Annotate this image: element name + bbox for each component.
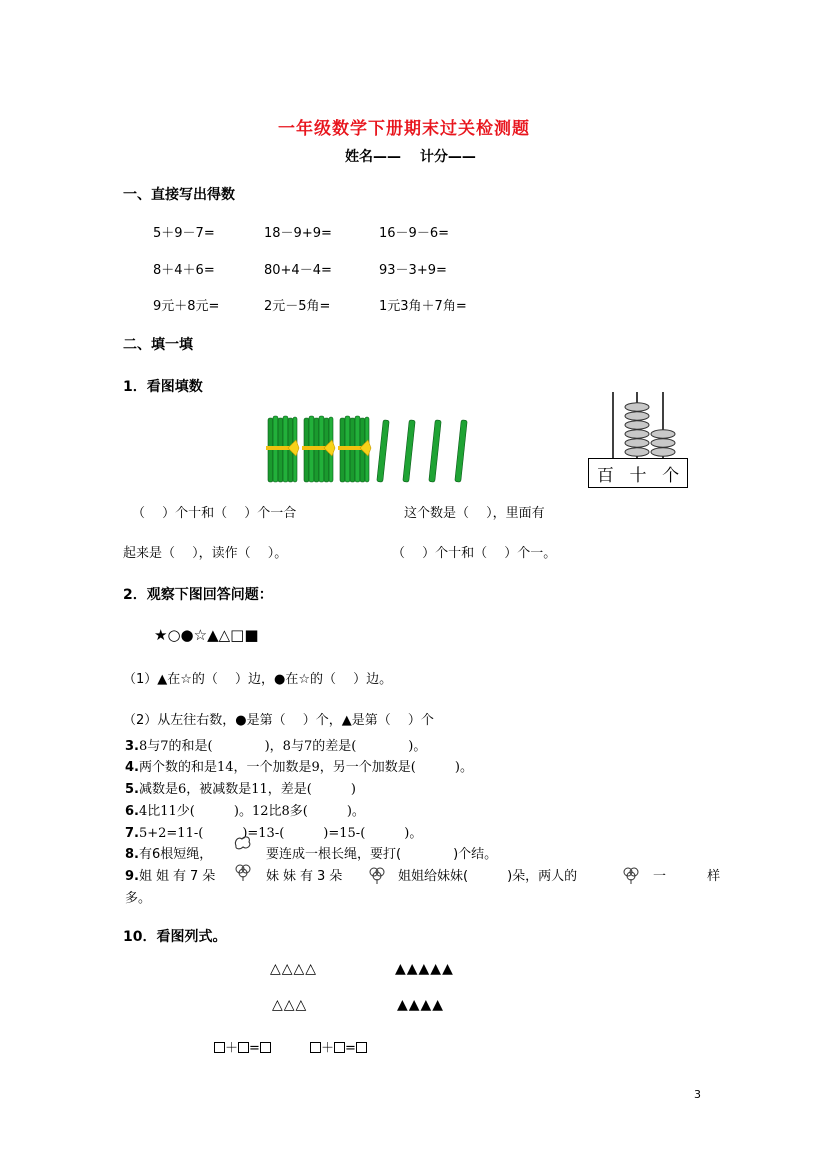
q1-left-line-2: 起来是（ ），读作（ ）。 <box>123 546 288 561</box>
q2-sub-2: （2）从左往右数，●是第（ ）个，▲是第（ ）个 <box>123 713 434 728</box>
question-9-end: 多。 <box>125 891 152 906</box>
abacus-label-ones: 个 <box>662 465 680 486</box>
question-number: 6. <box>125 804 139 819</box>
calc-item: 93－3+9= <box>379 263 447 278</box>
name-score-line: 姓名—— 计分—— <box>345 149 476 165</box>
calc-item: 2元－5角= <box>264 299 331 314</box>
equation-right <box>310 1037 367 1056</box>
hollow-triangles-row-1: △△△△ <box>270 961 318 977</box>
question-text: 5+2=11-( )=13-( )=15-( )。 <box>138 826 423 841</box>
equals-sign: = <box>249 1041 260 1056</box>
question-8 <box>125 843 212 862</box>
question-9-give: 姐姐给妹妹( )朵，两人的 <box>398 869 578 884</box>
calc-item: 80+4－4= <box>264 263 332 278</box>
question-text: 姐姐有7朵 <box>138 869 220 884</box>
answer-box[interactable] <box>238 1042 249 1053</box>
question-1-heading: 1．看图填数 <box>123 379 203 395</box>
abacus-label-hundreds: 百 <box>596 465 614 486</box>
calc-item: 9元＋8元= <box>153 299 220 314</box>
question-number: 5. <box>125 782 139 797</box>
flower-icon <box>620 865 642 885</box>
question-8-cont: 要连成一根长绳，要打( )个结。 <box>266 847 498 862</box>
page-number: 3 <box>694 1088 701 1101</box>
hollow-triangles-row-2: △△△ <box>272 997 308 1013</box>
question-number: 9. <box>125 869 139 884</box>
q2-sub-1: （1）▲在☆的（ ）边，●在☆的（ ）边。 <box>123 672 393 687</box>
flower-icon <box>232 862 254 882</box>
question-number: 3. <box>125 739 139 754</box>
question-text: 有6根短绳， <box>138 847 213 862</box>
plus-sign: ＋ <box>321 1041 335 1056</box>
section-1-heading: 一、直接写出得数 <box>123 187 235 203</box>
abacus-place-labels <box>588 458 688 488</box>
flower-icon <box>366 865 388 885</box>
answer-box[interactable] <box>356 1042 367 1053</box>
question-9-sister: 妹妹有3朵 <box>266 869 347 884</box>
question-number: 7. <box>125 826 139 841</box>
question-3 <box>125 735 426 754</box>
question-2-heading: 2．观察下图回答问题： <box>123 587 273 603</box>
question-9-same: 一 样 <box>653 869 729 884</box>
calc-item: 8＋4＋6= <box>153 263 215 278</box>
q1-left-line-1: （ ）个十和（ ）个一合 <box>132 506 297 521</box>
section-2-heading: 二、填一填 <box>123 337 193 353</box>
abacus-label-tens: 十 <box>629 465 647 486</box>
question-text: 8与7的和是( )，8与7的差是( )。 <box>138 739 427 754</box>
question-text: 减数是6，被减数是11，差是( ) <box>138 782 356 797</box>
question-5 <box>125 778 356 797</box>
question-text: 两个数的和是14，一个加数是9，另一个加数是( )。 <box>138 760 473 775</box>
q1-right-line-2: （ ）个十和（ ）个一。 <box>392 546 557 561</box>
calc-item: 16－9－6= <box>379 226 449 241</box>
calc-item: 5＋9－7= <box>153 226 215 241</box>
shapes-sequence: ★○●☆▲△□■ <box>154 626 259 644</box>
answer-box[interactable] <box>214 1042 225 1053</box>
question-4 <box>125 756 473 775</box>
answer-box[interactable] <box>334 1042 345 1053</box>
solid-triangles-row-1: ▲▲▲▲▲ <box>395 961 454 977</box>
solid-triangles-row-2: ▲▲▲▲ <box>397 997 445 1013</box>
question-text: 4比11少( )。12比8多( )。 <box>138 804 365 819</box>
abacus <box>588 390 690 490</box>
calc-item: 1元3角＋7角= <box>379 299 467 314</box>
question-number: 4. <box>125 760 139 775</box>
page-title: 一年级数学下册期末过关检测题 <box>278 119 530 139</box>
equation-left <box>214 1037 271 1056</box>
calc-item: 18－9+9= <box>264 226 332 241</box>
abacus-beads-image <box>588 390 690 460</box>
question-number: 8. <box>125 847 139 862</box>
answer-box[interactable] <box>260 1042 271 1053</box>
question-6 <box>125 800 365 819</box>
q1-right-line-1: 这个数是（ ），里面有 <box>404 506 545 521</box>
equals-sign: = <box>345 1041 356 1056</box>
rope-icon <box>232 833 254 851</box>
sticks-bundles-image <box>262 412 472 490</box>
question-7 <box>125 822 422 841</box>
plus-sign: ＋ <box>225 1041 239 1056</box>
question-9 <box>125 865 219 884</box>
question-10-heading: 10．看图列式。 <box>123 929 227 945</box>
answer-box[interactable] <box>310 1042 321 1053</box>
